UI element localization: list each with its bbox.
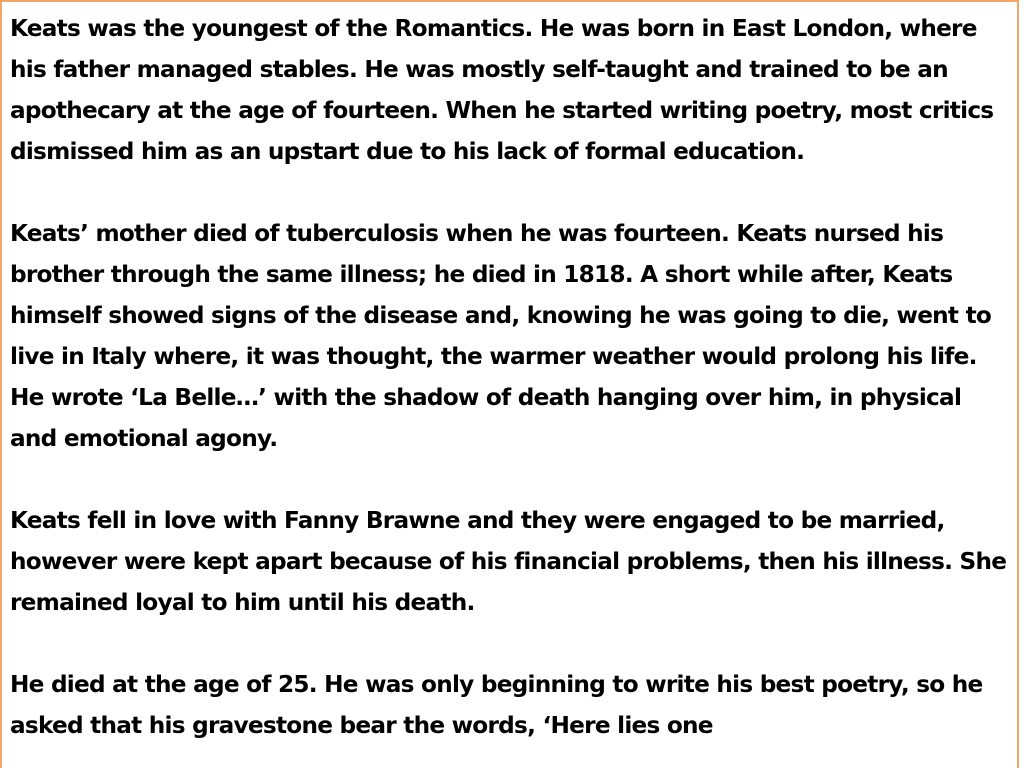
paragraph-fanny-brawne: Keats fell in love with Fanny Brawne and they were engaged to be married, however were kept apart because of his financial problems, then his illness. She remained loyal to him until his death. (10, 507, 1007, 616)
paragraph-illness: Keats’ mother died of tuberculosis when he was fourteen. Keats nursed his brother through the same illness; he died in 1818. A short while after, Keats himself showed signs of the disease and, knowing he was going to die, went to live in Italy where, it was thought, the warmer weather would prolong his life. He wrote ‘La Belle…’ with the shadow of death hanging over him, in physical and emotional agony. (10, 220, 992, 452)
paragraph-death: He died at the age of 25. He was only beginning to write his best poetry, so he asked that his gravestone bear the words, ‘Here lies one (10, 671, 983, 739)
paragraph-early-life: Keats was the youngest of the Romantics. He was born in East London, where his father managed stables. He was mostly self-taught and trained to be an apothecary at the age of fourteen. When he started writing poetry, most critics dismissed him as an upstart due to his lack of formal education. (10, 15, 994, 165)
